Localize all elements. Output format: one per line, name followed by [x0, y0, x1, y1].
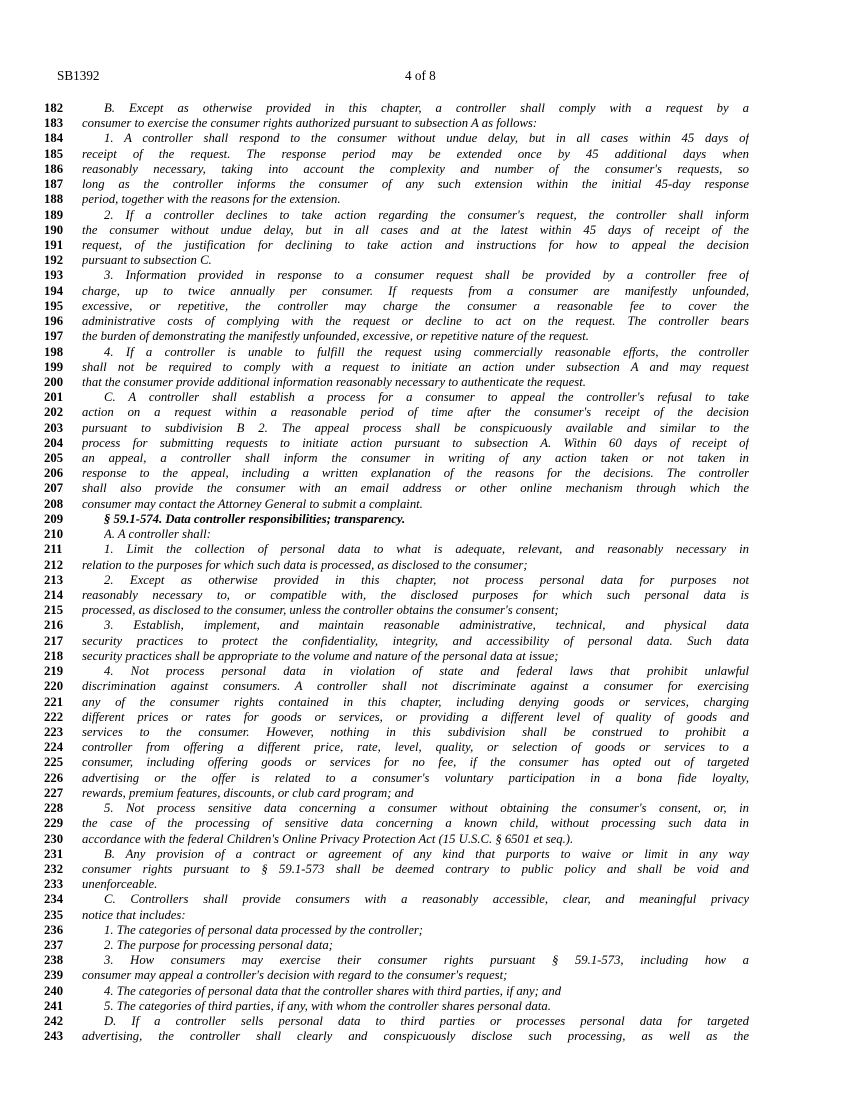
line-text: 1. Limit the collection of personal data to what is adequate, relevant, and reasonably necessary in: [104, 542, 749, 557]
text-line: [0, 786, 850, 801]
text-line: [0, 177, 850, 192]
line-number: 200: [44, 374, 64, 389]
text-line: [0, 451, 850, 466]
line-number: 227: [44, 785, 64, 800]
text-line: [0, 892, 850, 907]
line-number: 196: [44, 314, 64, 329]
line-text: consumer may contact the Attorney General to submit a complaint.: [82, 496, 423, 511]
line-text: consumer rights pursuant to § 59.1-573 shall be deemed contrary to public policy and shall be void and: [82, 861, 749, 876]
text-line: [0, 390, 850, 405]
line-number: 203: [44, 420, 64, 435]
text-line: [0, 664, 850, 679]
line-text: services to the consumer. However, nothing in this subdivision shall be construed to prohibit a: [82, 724, 749, 739]
text-line: [0, 1014, 850, 1029]
line-number: 212: [44, 557, 64, 572]
line-number: 210: [44, 527, 64, 542]
line-text: an appeal, a controller shall inform the consumer in writing of any action taken or not taken in: [82, 451, 749, 466]
line-text: 3. Establish, implement, and maintain reasonable administrative, technical, and physical data: [104, 618, 749, 633]
line-text: the consumer without undue delay, but in all cases and at the latest within 45 days of receipt of the: [82, 222, 749, 237]
text-line: [0, 116, 850, 131]
text-line: [0, 421, 850, 436]
text-line: [0, 755, 850, 770]
line-text: the case of the processing of sensitive data concerning a known child, without processing such data in: [82, 816, 749, 831]
line-text: unenforceable.: [82, 877, 158, 892]
line-text: controller from offering a different price, rate, level, quality, or selection of goods or services to a: [82, 740, 749, 755]
text-line: [0, 908, 850, 923]
line-number: 205: [44, 451, 64, 466]
line-text: accordance with the federal Children's Online Privacy Protection Act (15 U.S.C. § 6501 et seq.).: [82, 831, 574, 846]
line-text: relation to the purposes for which such data is processed, as disclosed to the consumer;: [82, 557, 528, 572]
line-number: 207: [44, 481, 64, 496]
line-number: 214: [44, 588, 64, 602]
line-number: 233: [44, 877, 64, 892]
line-number: 202: [44, 405, 64, 420]
text-line: [0, 512, 850, 527]
text-line: [0, 1029, 850, 1044]
text-line: [0, 497, 850, 512]
line-text: shall also provide the consumer with an email address or other online mechanism through which the: [82, 481, 749, 496]
line-text: any of the consumer rights contained in this chapter, including denying goods or services, charging: [82, 694, 749, 709]
text-line: [0, 527, 850, 542]
text-line: [0, 877, 850, 892]
page-header: [0, 68, 850, 84]
line-text: 5. Not process sensitive data concerning a consumer without obtaining the consumer's consent, or, in: [104, 801, 749, 816]
line-number: 231: [44, 846, 64, 861]
line-text: excessive, or repetitive, the controller may charge the consumer a reasonable fee to cover the: [82, 298, 749, 313]
line-number: 204: [44, 435, 64, 450]
line-number: 193: [44, 268, 64, 283]
line-text: different prices or rates for goods or services, or providing a different level of quality of goods and: [82, 709, 749, 724]
text-line: [0, 131, 850, 146]
line-text: reasonably necessary to, or compatible with, the disclosed purposes for which such personal data is: [82, 588, 749, 602]
text-line: [0, 162, 850, 177]
line-number: 194: [44, 283, 64, 298]
line-number: 206: [44, 466, 64, 481]
line-text: 3. How consumers may exercise their consumer rights pursuant § 59.1-573, including how a: [104, 953, 749, 968]
text-line: [0, 284, 850, 299]
text-line: [0, 147, 850, 162]
line-number: 198: [44, 344, 64, 359]
text-line: [0, 695, 850, 710]
line-text: period, together with the reasons for the extension.: [82, 192, 341, 207]
line-text: pursuant to subdivision B 2. The appeal process shall be conspicuously available and similar to the: [82, 420, 749, 435]
text-line: [0, 558, 850, 573]
text-line: [0, 329, 850, 344]
line-text: 5. The categories of third parties, if any, with whom the controller shares personal data.: [104, 998, 551, 1013]
line-number: 230: [44, 831, 64, 846]
text-line: [0, 984, 850, 999]
line-number: 182: [44, 101, 64, 115]
line-text: C. Controllers shall provide consumers with a reasonably accessible, clear, and meaningful privacy: [104, 892, 749, 907]
line-text: D. If a controller sells personal data to third parties or processes personal data for targeted: [104, 1014, 749, 1029]
line-number: 222: [44, 709, 64, 724]
line-text: process for submitting requests to initiate action pursuant to subsection A. Within 60 days of receipt of: [82, 435, 749, 450]
text-line: [0, 999, 850, 1014]
line-text: shall not be required to comply with a request to initiate an action under subsection A and may request: [82, 359, 749, 374]
text-line: [0, 923, 850, 938]
line-number: 199: [44, 359, 64, 374]
text-line: [0, 208, 850, 223]
text-line: [0, 968, 850, 983]
text-line: [0, 299, 850, 314]
text-line: [0, 238, 850, 253]
line-number: 219: [44, 664, 64, 679]
line-number: 220: [44, 679, 64, 694]
line-text: processed, as disclosed to the consumer, unless the controller obtains the consumer's consent;: [82, 603, 559, 618]
line-text: 2. If a controller declines to take action regarding the consumer's request, the controller shall inform: [104, 207, 749, 222]
line-number: 218: [44, 648, 64, 663]
line-text: that the consumer provide additional information reasonably necessary to authenticate the request.: [82, 374, 586, 389]
line-text: consumer may appeal a controller's decision with regard to the consumer's request;: [82, 968, 508, 983]
line-text: pursuant to subsection C.: [82, 253, 212, 268]
line-text: C. A controller shall establish a process for a consumer to appeal the controller's refusal to take: [104, 390, 749, 405]
text-line: [0, 345, 850, 360]
text-line: [0, 618, 850, 633]
text-line: [0, 481, 850, 496]
text-line: [0, 253, 850, 268]
text-line: [0, 953, 850, 968]
text-line: [0, 466, 850, 481]
line-number: 189: [44, 207, 64, 222]
line-number: 190: [44, 222, 64, 237]
line-text: security practices shall be appropriate to the volume and nature of the personal data at issue;: [82, 648, 559, 663]
line-number: 208: [44, 496, 64, 511]
line-number: 221: [44, 694, 64, 709]
text-line: [0, 588, 850, 603]
page-number: 4 of 8: [405, 68, 436, 83]
line-text: 1. The categories of personal data processed by the controller;: [104, 922, 424, 937]
text-line: [0, 405, 850, 420]
line-number: 188: [44, 192, 64, 207]
line-number: 232: [44, 861, 64, 876]
line-text: administrative costs of complying with the request or decline to act on the request. The controller bears: [82, 314, 749, 329]
line-number: 240: [44, 983, 64, 998]
line-number: 238: [44, 953, 64, 968]
line-number: 184: [44, 131, 64, 146]
text-line: [0, 573, 850, 588]
line-text: rewards, premium features, discounts, or club card program; and: [82, 785, 414, 800]
text-line: [0, 603, 850, 618]
line-text: charge, up to twice annually per consumer. If requests from a consumer are manifestly unfounded,: [82, 283, 749, 298]
line-text: consumer, including offering goods or services for no fee, if the consumer has opted out of targeted: [82, 755, 749, 770]
line-text: 4. Not process personal data in violation of state and federal laws that prohibit unlawful: [104, 664, 749, 679]
line-number: 226: [44, 770, 64, 785]
line-number: 229: [44, 816, 64, 831]
line-number: 242: [44, 1014, 64, 1029]
text-line: [0, 740, 850, 755]
text-line: [0, 360, 850, 375]
line-number: 235: [44, 907, 64, 922]
line-text: 3. Information provided in response to a consumer request shall be provided by a controller free of: [104, 268, 749, 283]
line-number: 197: [44, 329, 64, 344]
line-text: advertising, the controller shall clearly and conspicuously disclose such processing, as well as the: [82, 1029, 749, 1044]
line-number: 183: [44, 116, 64, 131]
line-number: 216: [44, 618, 64, 633]
line-text: reasonably necessary, taking into account the complexity and number of the consumer's requests, so: [82, 161, 749, 176]
line-number: 215: [44, 603, 64, 618]
text-line: [0, 649, 850, 664]
line-number: 241: [44, 998, 64, 1013]
line-text: long as the controller informs the consumer of any such extension within the initial 45-day response: [82, 177, 749, 192]
text-line: [0, 192, 850, 207]
line-number: 187: [44, 177, 64, 192]
text-line: [0, 679, 850, 694]
line-number: 217: [44, 633, 64, 648]
line-text: the burden of demonstrating the manifestly unfounded, excessive, or repetitive nature of the request.: [82, 329, 589, 344]
line-text: consumer to exercise the consumer rights authorized pursuant to subsection A as follows:: [82, 116, 538, 131]
line-number: 236: [44, 922, 64, 937]
line-number: 224: [44, 740, 64, 755]
line-text: 2. The purpose for processing personal data;: [104, 938, 333, 953]
line-number: 185: [44, 146, 64, 161]
section-heading: § 59.1-574. Data controller responsibilities; transparency.: [104, 511, 406, 526]
text-line: [0, 223, 850, 238]
line-text: advertising or the offer is related to a consumer's voluntary participation in a bona fide loyalty,: [82, 770, 749, 785]
line-text: B. Any provision of a contract or agreement of any kind that purports to waive or limit in any way: [104, 846, 749, 861]
line-number: 234: [44, 892, 64, 907]
line-text: 4. If a controller is unable to fulfill the request using commercially reasonable efforts, the controller: [104, 344, 749, 359]
line-number: 225: [44, 755, 64, 770]
line-text: 4. The categories of personal data that the controller shares with third parties, if any; and: [104, 983, 562, 998]
text-line: [0, 725, 850, 740]
text-line: [0, 542, 850, 557]
line-text: 2. Except as otherwise provided in this chapter, not process personal data for purposes not: [104, 572, 749, 587]
line-number: 191: [44, 237, 64, 252]
line-number: 223: [44, 724, 64, 739]
line-number: 228: [44, 801, 64, 816]
text-line: [0, 832, 850, 847]
text-line: [0, 268, 850, 283]
line-text: action on a request within a reasonable period of time after the consumer's receipt of the decision: [82, 405, 749, 420]
line-number: 211: [44, 542, 63, 557]
text-line: [0, 862, 850, 877]
line-text: A. A controller shall:: [104, 527, 211, 542]
text-line: [0, 816, 850, 831]
line-number: 243: [44, 1029, 64, 1044]
text-line: [0, 771, 850, 786]
line-number: 237: [44, 938, 64, 953]
document-body: [0, 101, 850, 1045]
line-text: 1. A controller shall respond to the consumer without undue delay, but in all cases within 45 days of: [104, 131, 749, 146]
line-text: receipt of the request. The response period may be extended once by 45 additional days when: [82, 146, 749, 161]
line-number: 239: [44, 968, 64, 983]
text-line: [0, 938, 850, 953]
line-number: 186: [44, 161, 64, 176]
line-text: response to the appeal, including a written explanation of the reasons for the decisions. The controller: [82, 466, 749, 481]
line-text: discrimination against consumers. A controller shall not discriminate against a consumer for exercising: [82, 679, 749, 694]
text-line: [0, 101, 850, 116]
line-text: notice that includes:: [82, 907, 186, 922]
line-text: B. Except as otherwise provided in this chapter, a controller shall comply with a request by a: [104, 101, 749, 115]
line-text: request, of the justification for declining to take action and instructions for how to appeal the decision: [82, 237, 749, 252]
line-number: 201: [44, 390, 64, 405]
text-line: [0, 801, 850, 816]
line-number: 209: [44, 511, 64, 526]
line-number: 192: [44, 253, 64, 268]
bill-number: SB1392: [57, 68, 100, 83]
text-line: [0, 634, 850, 649]
text-line: [0, 436, 850, 451]
text-line: [0, 375, 850, 390]
line-text: security practices to protect the confidentiality, integrity, and accessibility of personal data. Such data: [82, 633, 749, 648]
line-number: 195: [44, 298, 64, 313]
line-number: 213: [44, 572, 64, 587]
text-line: [0, 847, 850, 862]
text-line: [0, 710, 850, 725]
text-line: [0, 314, 850, 329]
